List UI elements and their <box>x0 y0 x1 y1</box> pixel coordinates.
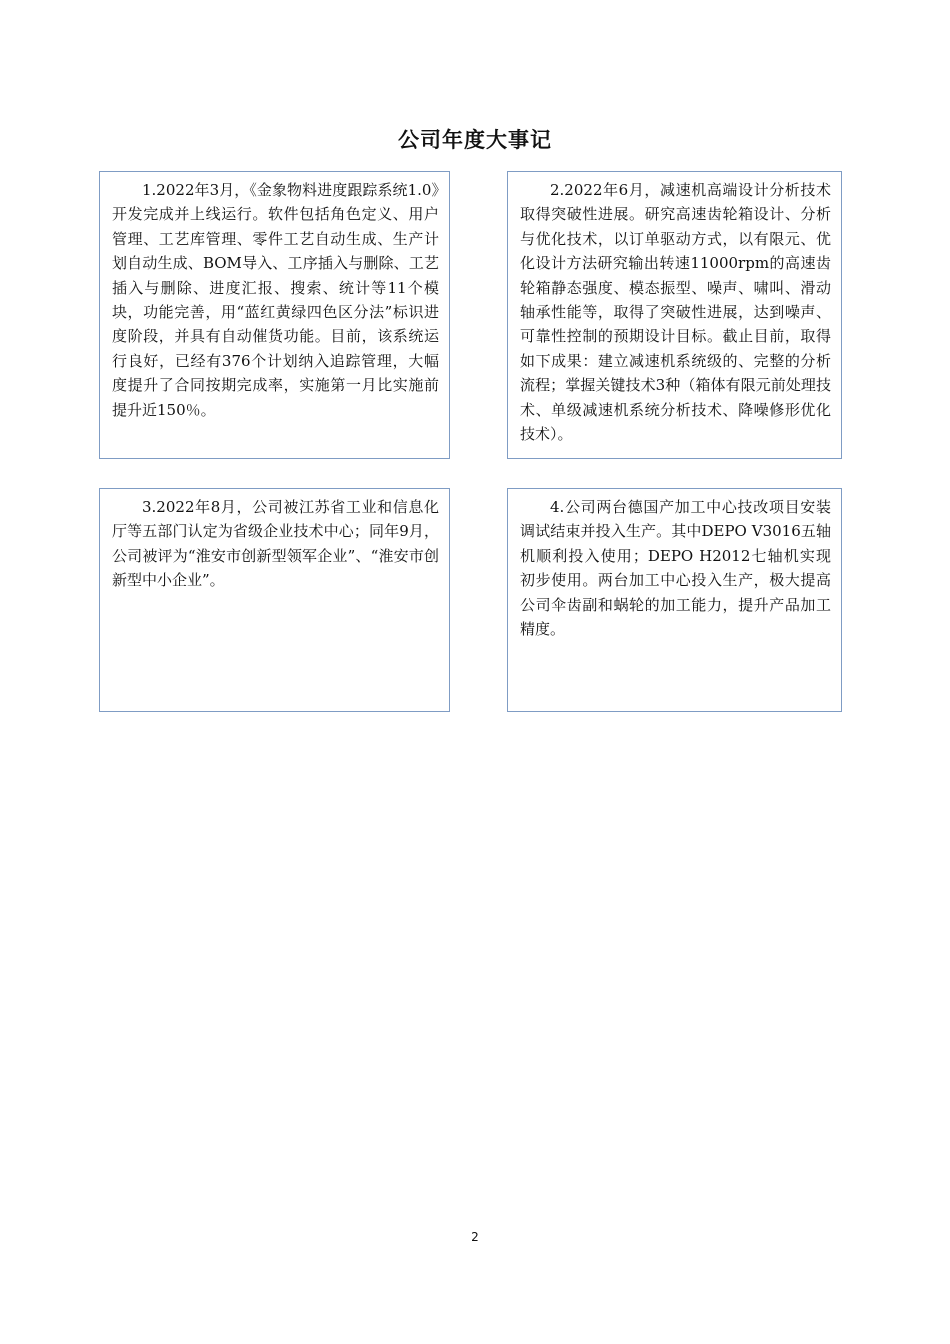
event-box-4: 4.公司两台德国产加工中心技改项目安装调试结束并投入生产。其中DEPO V3016五轴机顺利投入使用；DEPO H2012七轴机实现初步使用。两台加工中心投入生产，极大提高公司伞齿副和蜗轮的加工能力，提升产品加工精度。 <box>507 488 842 712</box>
event-box-1: 1.2022年3月，《金象物料进度跟踪系统1.0》开发完成并上线运行。软件包括角色定义、用户管理、工艺库管理、零件工艺自动生成、生产计划自动生成、BOM导入、工序插入与删除、工艺插入与删除、进度汇报、搜索、统计等11个模块，功能完善，用“蓝红黄绿四色区分法”标识进度阶段，并具有自动催货功能。目前，该系统运行良好，已经有376个计划纳入追踪管理，大幅度提升了合同按期完成率，实施第一月比实施前提升近150％。 <box>99 171 450 459</box>
page-number: 2 <box>471 1230 479 1244</box>
event-box-3: 3.2022年8月，公司被江苏省工业和信息化厅等五部门认定为省级企业技术中心；同年9月，公司被评为“淮安市创新型领军企业”、“淮安市创新型中小企业”。 <box>99 488 450 712</box>
event-box-2: 2.2022年6月，减速机高端设计分析技术取得突破性进展。研究高速齿轮箱设计、分析与优化技术，以订单驱动方式，以有限元、优化设计方法研究输出转速11000rpm的高速齿轮箱静态强度、模态振型、噪声、啸叫、滑动轴承性能等，取得了突破性进展，达到噪声、可靠性控制的预期设计目标。截止目前，取得如下成果：建立减速机系统级的、完整的分析流程；掌握关键技术3种（箱体有限元前处理技术、单级减速机系统分析技术、降噪修形优化技术）。 <box>507 171 842 459</box>
page-title: 公司年度大事记 <box>398 128 552 152</box>
